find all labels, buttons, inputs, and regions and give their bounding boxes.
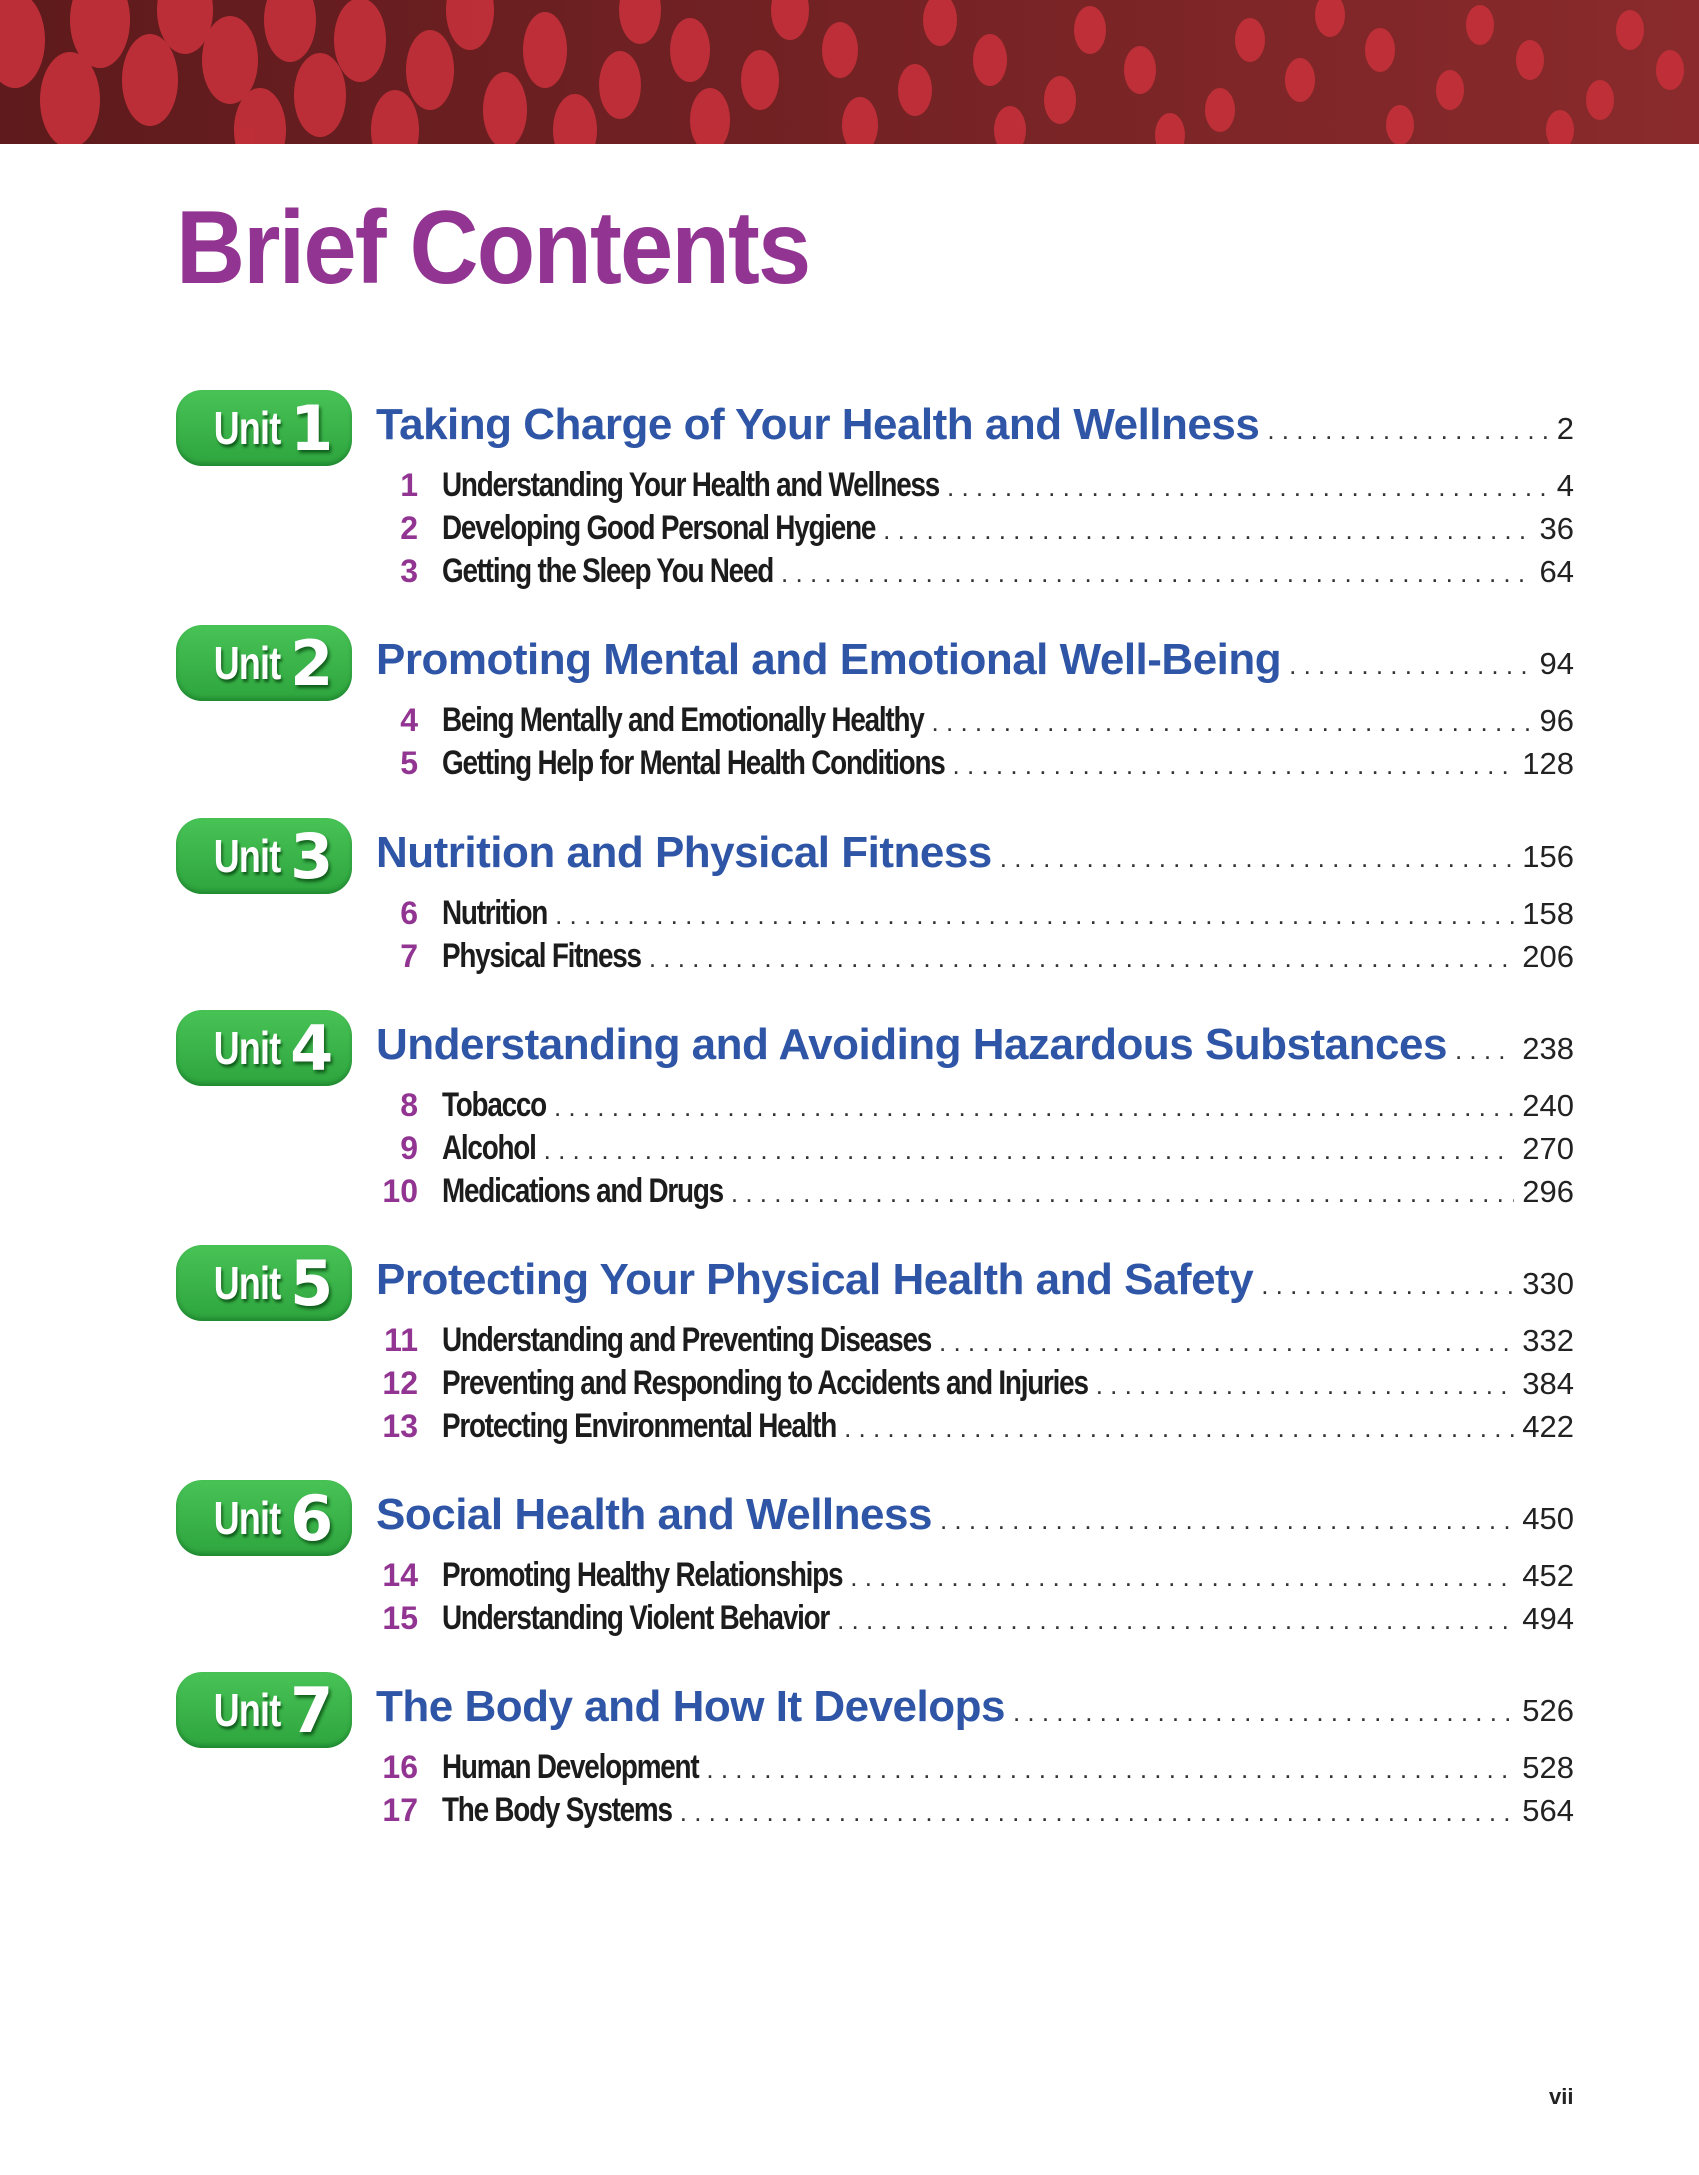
chapter-number: 8 <box>400 1087 418 1123</box>
chapter-number: 2 <box>400 510 418 546</box>
dot-leader <box>844 1413 1514 1444</box>
chapter-entry[interactable] <box>370 1321 1574 1360</box>
unit-badge <box>176 1672 352 1748</box>
chapter-entry[interactable] <box>370 937 1574 976</box>
chapter-title[interactable]: Medications and Drugs <box>442 1172 723 1210</box>
chapter-title[interactable]: Human Development <box>442 1748 699 1786</box>
dot-leader <box>939 1327 1514 1358</box>
dot-leader <box>731 1178 1514 1209</box>
decorative-banner <box>0 0 1699 144</box>
chapter-page-number: 452 <box>1522 1558 1574 1593</box>
chapter-page-number: 158 <box>1522 896 1574 931</box>
unit-badge-label: Unit <box>213 1684 281 1736</box>
dot-leader <box>947 472 1549 503</box>
unit-badge-number: 7 <box>290 1673 334 1747</box>
chapter-number: 7 <box>400 938 418 974</box>
chapter-entry[interactable] <box>370 1172 1574 1211</box>
chapter-title[interactable]: Protecting Environmental Health <box>442 1407 837 1445</box>
unit-title[interactable]: Taking Charge of Your Health and Wellness <box>376 400 1260 449</box>
unit-badge-label: Unit <box>213 637 281 689</box>
chapter-page-number: 270 <box>1522 1131 1574 1166</box>
chapter-page-number: 128 <box>1522 746 1574 781</box>
unit-page-number: 526 <box>1522 1693 1574 1728</box>
chapter-entry[interactable] <box>370 744 1574 783</box>
unit-entry[interactable] <box>376 635 1574 685</box>
unit-badge <box>176 1245 352 1321</box>
unit-entry[interactable] <box>376 1682 1574 1732</box>
chapter-title[interactable]: Getting the Sleep You Need <box>442 552 774 590</box>
dot-leader <box>1013 1697 1514 1728</box>
unit-page-number: 156 <box>1522 839 1574 874</box>
dot-leader <box>837 1605 1514 1636</box>
page-title: Brief Contents <box>176 190 810 306</box>
unit-page-number: 330 <box>1522 1266 1574 1301</box>
chapter-entry[interactable] <box>370 1748 1574 1787</box>
unit-title[interactable]: Nutrition and Physical Fitness <box>376 828 992 877</box>
unit-page-number: 2 <box>1556 411 1574 446</box>
chapter-entry[interactable] <box>370 1129 1574 1168</box>
unit-badge <box>176 1480 352 1556</box>
chapter-entry[interactable] <box>370 1556 1574 1595</box>
chapter-title[interactable]: Tobacco <box>442 1086 546 1124</box>
chapter-number: 6 <box>400 895 418 931</box>
unit-title[interactable]: Promoting Mental and Emotional Well-Being <box>376 635 1282 684</box>
chapter-page-number: 422 <box>1522 1409 1574 1444</box>
dot-leader <box>1261 1270 1514 1301</box>
chapter-number: 13 <box>382 1408 418 1444</box>
chapter-title[interactable]: Preventing and Responding to Accidents and Injuries <box>442 1364 1088 1402</box>
chapter-title[interactable]: Understanding and Preventing Diseases <box>442 1321 932 1359</box>
chapter-page-number: 240 <box>1522 1088 1574 1123</box>
chapter-title[interactable]: Nutrition <box>442 894 548 932</box>
chapter-number: 11 <box>384 1322 418 1358</box>
dot-leader <box>554 1092 1514 1123</box>
unit-badge-label: Unit <box>213 402 281 454</box>
unit-badge <box>176 1010 352 1086</box>
dot-leader <box>953 750 1515 781</box>
chapter-title[interactable]: Promoting Healthy Relationships <box>442 1556 843 1594</box>
dot-leader <box>932 707 1532 738</box>
unit-entry[interactable] <box>376 828 1574 878</box>
chapter-page-number: 332 <box>1522 1323 1574 1358</box>
unit-title[interactable]: The Body and How It Develops <box>376 1682 1005 1731</box>
dot-leader <box>555 900 1514 931</box>
dot-pattern-icon <box>0 0 1699 144</box>
unit-entry[interactable] <box>376 400 1574 450</box>
chapter-number: 3 <box>400 553 418 589</box>
dot-leader <box>544 1135 1515 1166</box>
dot-leader <box>1000 843 1514 874</box>
unit-badge-number: 3 <box>290 819 334 893</box>
chapter-entry[interactable] <box>370 1086 1574 1125</box>
chapter-page-number: 36 <box>1539 511 1574 546</box>
dot-leader <box>883 515 1531 546</box>
unit-badge-number: 1 <box>290 391 334 465</box>
dot-leader <box>940 1505 1514 1536</box>
chapter-entry[interactable] <box>370 552 1574 591</box>
chapter-page-number: 494 <box>1522 1601 1574 1636</box>
chapter-page-number: 96 <box>1539 703 1574 738</box>
chapter-number: 14 <box>382 1557 418 1593</box>
chapter-title[interactable]: Physical Fitness <box>442 937 641 975</box>
unit-title[interactable]: Understanding and Avoiding Hazardous Substances <box>376 1020 1447 1069</box>
unit-page-number: 450 <box>1522 1501 1574 1536</box>
chapter-number: 10 <box>382 1173 418 1209</box>
unit-badge <box>176 390 352 466</box>
dot-leader <box>1267 415 1548 446</box>
unit-badge <box>176 818 352 894</box>
chapter-number: 5 <box>400 745 418 781</box>
chapter-number: 9 <box>400 1130 418 1166</box>
chapter-number: 16 <box>382 1749 418 1785</box>
dot-leader <box>781 558 1531 589</box>
unit-badge-number: 6 <box>290 1481 334 1555</box>
chapter-page-number: 4 <box>1556 468 1574 503</box>
dot-leader <box>1289 650 1531 681</box>
dot-leader <box>1096 1370 1515 1401</box>
unit-title[interactable]: Social Health and Wellness <box>376 1490 932 1539</box>
chapter-entry[interactable] <box>370 1791 1574 1830</box>
chapter-page-number: 296 <box>1522 1174 1574 1209</box>
chapter-title[interactable]: Understanding Violent Behavior <box>442 1599 830 1637</box>
unit-entry[interactable] <box>376 1020 1574 1070</box>
chapter-entry[interactable] <box>370 701 1574 740</box>
unit-badge-label: Unit <box>213 830 281 882</box>
chapter-number: 1 <box>400 467 418 503</box>
unit-badge-number: 2 <box>290 626 334 700</box>
chapter-entry[interactable] <box>370 1407 1574 1446</box>
chapter-title[interactable]: Understanding Your Health and Wellness <box>442 466 940 504</box>
chapter-title[interactable]: Alcohol <box>442 1129 536 1167</box>
dot-leader <box>850 1562 1514 1593</box>
chapter-page-number: 384 <box>1522 1366 1574 1401</box>
dot-leader <box>706 1754 1514 1785</box>
dot-leader <box>649 943 1514 974</box>
dot-leader <box>680 1797 1514 1828</box>
chapter-title[interactable]: Getting Help for Mental Health Conditions <box>442 744 945 782</box>
unit-badge-label: Unit <box>213 1257 281 1309</box>
unit-badge <box>176 625 352 701</box>
unit-entry[interactable] <box>376 1490 1574 1540</box>
chapter-title[interactable]: Developing Good Personal Hygiene <box>442 509 876 547</box>
unit-title[interactable]: Protecting Your Physical Health and Safety <box>376 1255 1254 1304</box>
dot-leader <box>1455 1035 1514 1066</box>
unit-badge-label: Unit <box>213 1022 281 1074</box>
chapter-title[interactable]: Being Mentally and Emotionally Healthy <box>442 701 924 739</box>
unit-entry[interactable] <box>376 1255 1574 1305</box>
chapter-number: 12 <box>382 1365 418 1401</box>
unit-badge-label: Unit <box>213 1492 281 1544</box>
chapter-page-number: 64 <box>1539 554 1574 589</box>
chapter-title[interactable]: The Body Systems <box>442 1791 672 1829</box>
chapter-entry[interactable] <box>370 894 1574 933</box>
unit-page-number: 94 <box>1539 646 1574 681</box>
unit-badge-number: 4 <box>290 1011 334 1085</box>
chapter-entry[interactable] <box>370 509 1574 548</box>
unit-page-number: 238 <box>1522 1031 1574 1066</box>
chapter-number: 17 <box>382 1792 418 1828</box>
chapter-entry[interactable] <box>370 1364 1574 1403</box>
unit-badge-number: 5 <box>290 1246 334 1320</box>
chapter-page-number: 528 <box>1522 1750 1574 1785</box>
chapter-entry[interactable] <box>370 466 1574 505</box>
page-folio: vii <box>1549 2084 1574 2109</box>
chapter-page-number: 564 <box>1522 1793 1574 1828</box>
chapter-entry[interactable] <box>370 1599 1574 1638</box>
chapter-number: 4 <box>400 702 418 738</box>
chapter-page-number: 206 <box>1522 939 1574 974</box>
chapter-number: 15 <box>382 1600 418 1636</box>
